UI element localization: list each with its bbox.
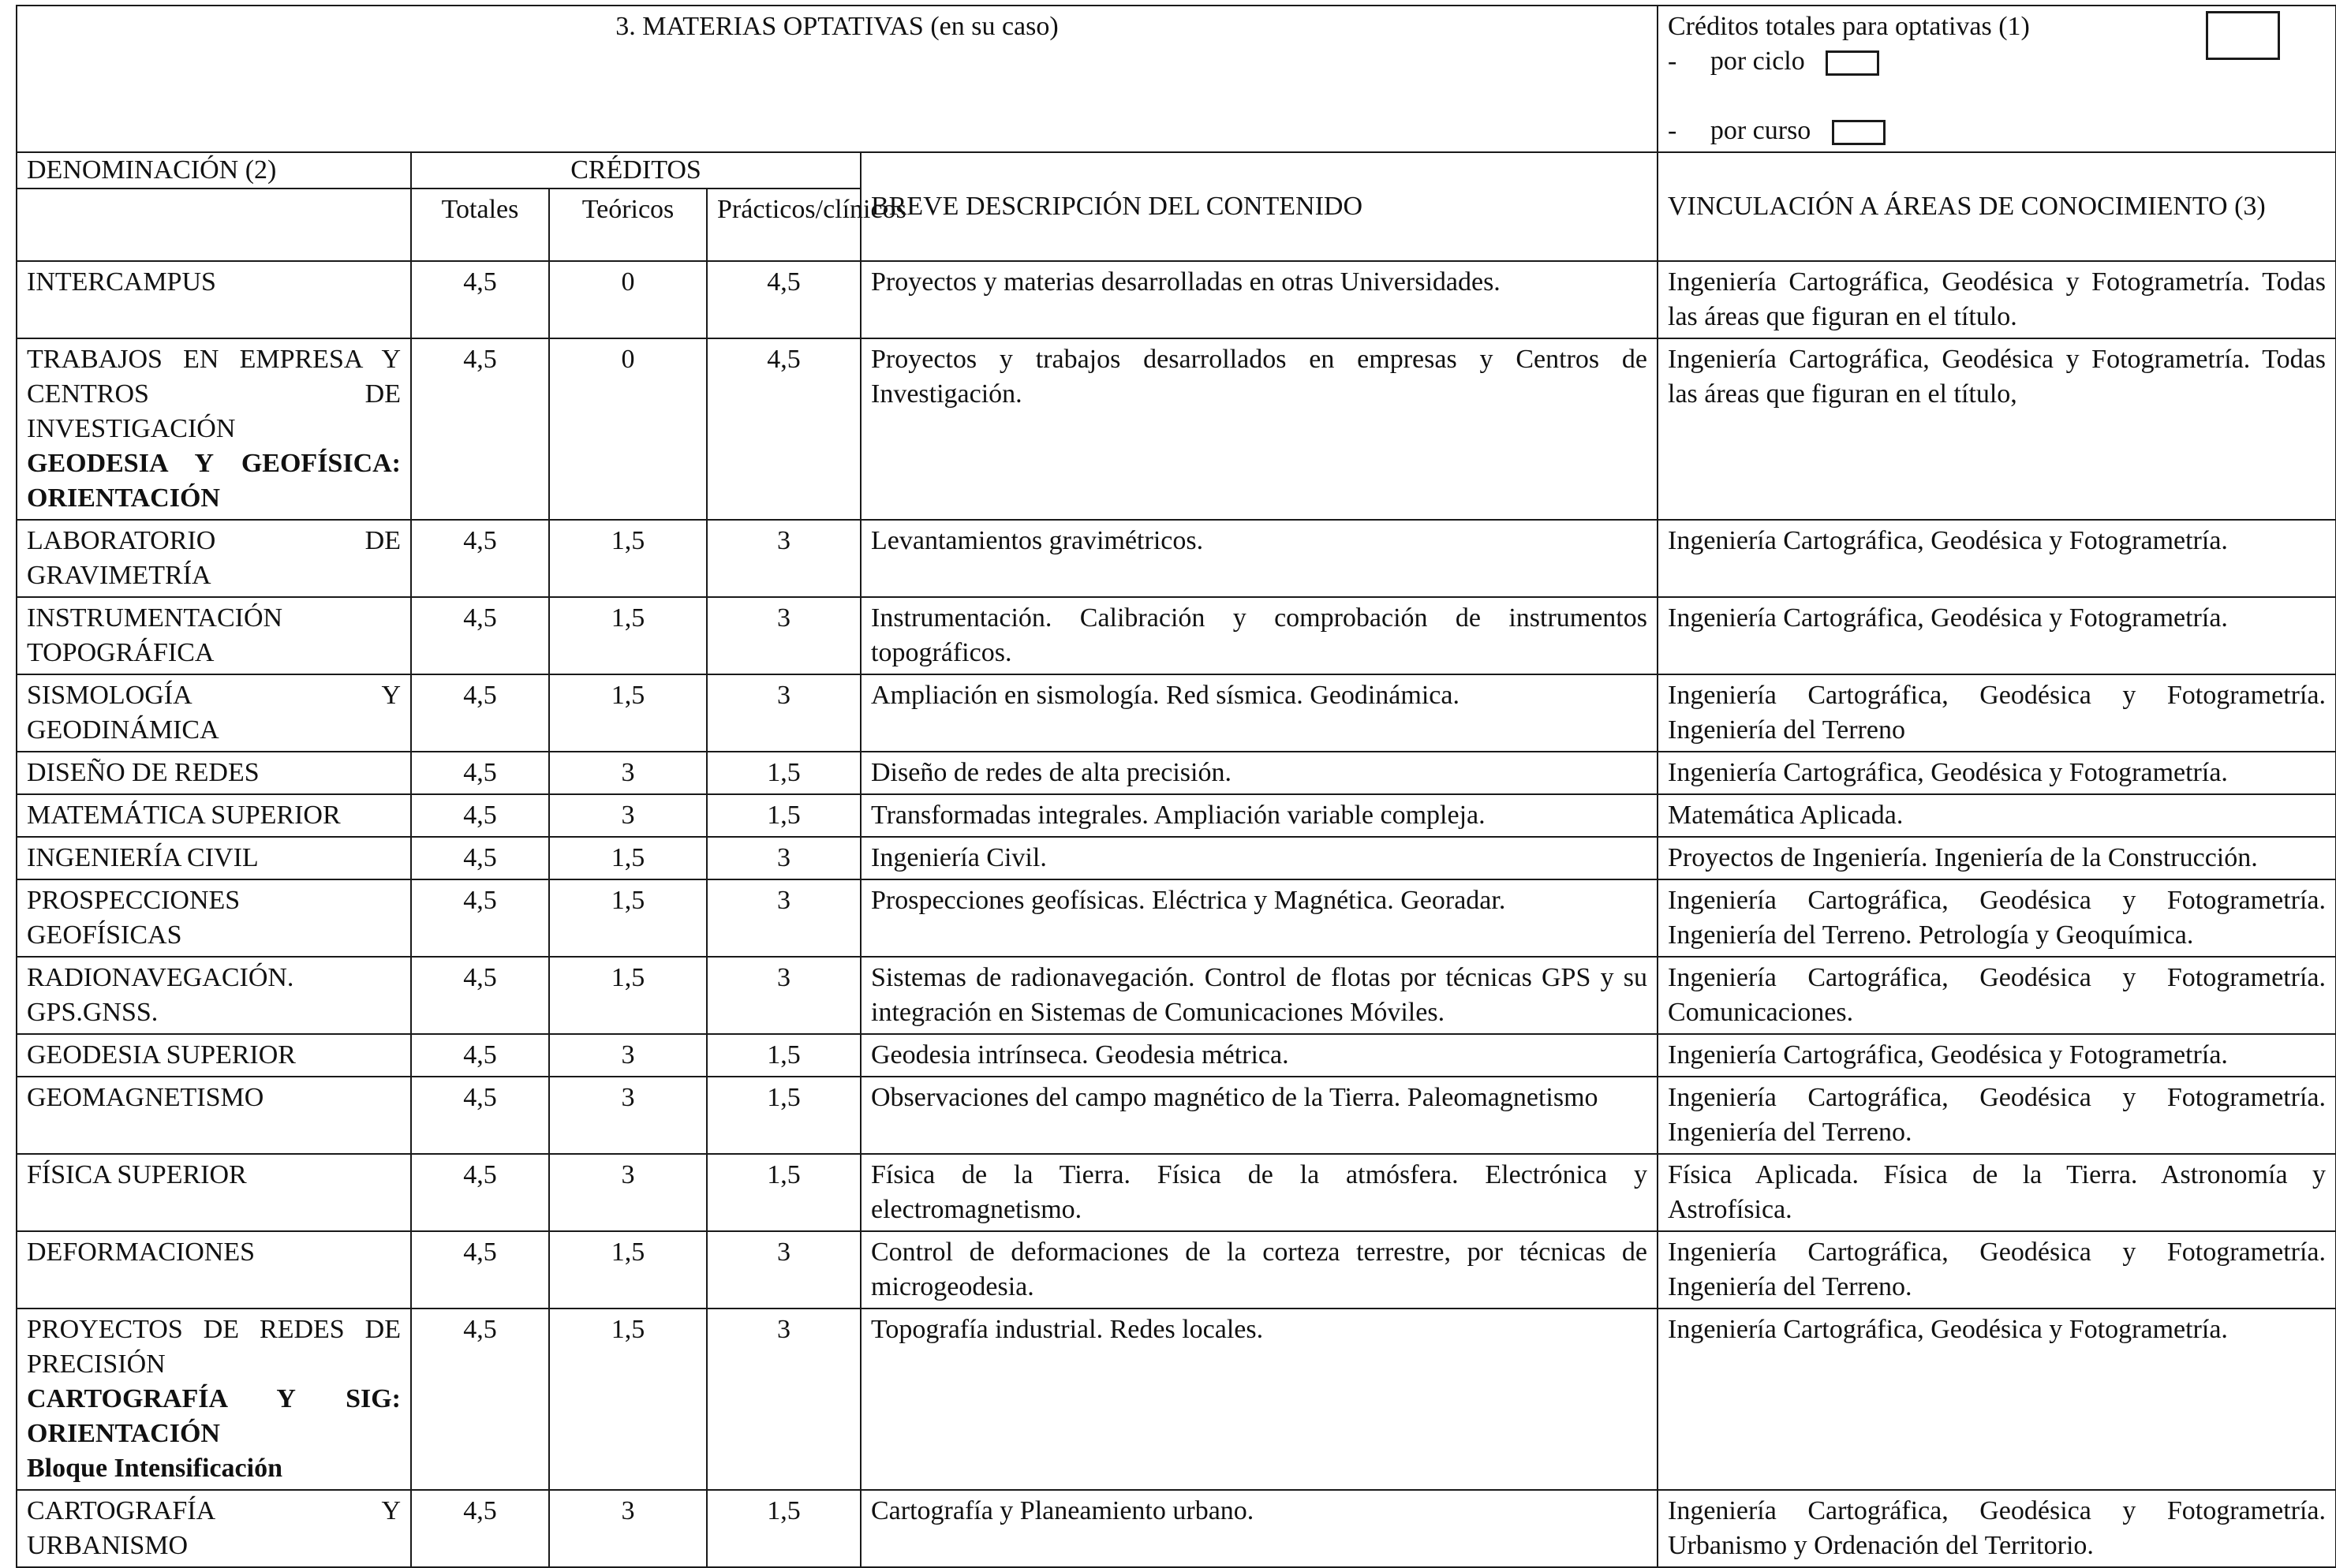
credits-theoretical-cell: 1,5 — [549, 674, 707, 752]
subject-name-cell — [17, 879, 411, 957]
subject-name-cell — [17, 1231, 411, 1309]
per-course-line: - por curso — [1668, 114, 2326, 148]
description-cell: Sistemas de radionavegación. Control de flotas por técnicas GPS y su integración en Sistemas de Comunicaciones Móviles. — [861, 957, 1658, 1034]
credits-theoretical-cell: 3 — [549, 1034, 707, 1077]
credits-practical-cell: 3 — [707, 957, 861, 1034]
table-row — [17, 1077, 2336, 1154]
credits-theoretical-cell: 3 — [549, 1154, 707, 1231]
credits-total-label: Créditos totales para optativas (1) — [1668, 12, 2030, 41]
subject-name-cell — [17, 957, 411, 1034]
credits-practical-cell: 4,5 — [707, 338, 861, 520]
credits-theoretical-cell: 3 — [549, 794, 707, 837]
credits-total-cell: 4,5 — [411, 752, 549, 794]
credits-practical-cell: 1,5 — [707, 1077, 861, 1154]
credits-total-cell: 4,5 — [411, 1490, 549, 1567]
col-header-areas: VINCULACIÓN A ÁREAS DE CONOCIMIENTO (3) — [1658, 152, 2336, 261]
credits-practical-cell: 4,5 — [707, 261, 861, 338]
knowledge-areas-cell: Ingeniería Cartográfica, Geodésica y Fotogrametría. Todas las áreas que figuran en el título, — [1658, 338, 2336, 520]
knowledge-areas-cell: Ingeniería Cartográfica, Geodésica y Fotogrametría. Ingeniería del Terreno. Petrología y Geoquímica. — [1658, 879, 2336, 957]
subject-name-cell — [17, 261, 411, 338]
table-row — [17, 837, 2336, 879]
subject-name: SISMOLOGÍA Y GEODINÁMICA — [27, 681, 401, 745]
subject-name-cell — [17, 1034, 411, 1077]
knowledge-areas-cell: Ingeniería Cartográfica, Geodésica y Fotogrametría. — [1658, 597, 2336, 674]
knowledge-areas-cell: Física Aplicada. Física de la Tierra. Astronomía y Astrofísica. — [1658, 1154, 2336, 1231]
knowledge-areas-cell: Ingeniería Cartográfica, Geodésica y Fotogrametría. Ingeniería del Terreno. — [1658, 1231, 2336, 1309]
description-cell: Ingeniería Civil. — [861, 837, 1658, 879]
credits-practical-cell: 3 — [707, 674, 861, 752]
block-subheading: Bloque Intensificación — [27, 1454, 282, 1483]
credits-theoretical-cell: 1,5 — [549, 520, 707, 597]
knowledge-areas-cell: Ingeniería Cartográfica, Geodésica y Fotogrametría. Urbanismo y Ordenación del Territorio. — [1658, 1490, 2336, 1567]
knowledge-areas-cell: Proyectos de Ingeniería. Ingeniería de la Construcción. — [1658, 837, 2336, 879]
knowledge-areas-cell: Ingeniería Cartográfica, Geodésica y Fotogrametría. — [1658, 1309, 2336, 1490]
per-cycle-label: por ciclo — [1710, 47, 1805, 76]
col-header-practical: Prácticos/clínicos — [707, 189, 861, 261]
description-cell: Proyectos y materias desarrolladas en otras Universidades. — [861, 261, 1658, 338]
credits-practical-cell: 1,5 — [707, 794, 861, 837]
subject-name: INGENIERÍA CIVIL — [27, 843, 259, 872]
credits-practical-cell: 1,5 — [707, 1490, 861, 1567]
credits-practical-cell: 1,5 — [707, 1034, 861, 1077]
subject-name: GEODESIA SUPERIOR — [27, 1040, 296, 1070]
credits-practical-cell: 3 — [707, 1309, 861, 1490]
description-cell: Transformadas integrales. Ampliación variable compleja. — [861, 794, 1658, 837]
credits-total-cell: 4,5 — [411, 837, 549, 879]
credits-total-cell: 4,5 — [411, 674, 549, 752]
subject-name: DISEÑO DE REDES — [27, 758, 260, 787]
description-cell: Topografía industrial. Redes locales. — [861, 1309, 1658, 1490]
credits-total-cell: 4,5 — [411, 1077, 549, 1154]
credits-total-cell: 4,5 — [411, 794, 549, 837]
table-row — [17, 1034, 2336, 1077]
credits-total-cell: 4,5 — [411, 1309, 549, 1490]
subject-name: FÍSICA SUPERIOR — [27, 1160, 247, 1189]
subject-name-cell — [17, 1154, 411, 1231]
description-cell: Levantamientos gravimétricos. — [861, 520, 1658, 597]
credits-total-cell: 4,5 — [411, 338, 549, 520]
subject-name: GEOMAGNETISMO — [27, 1083, 264, 1112]
subject-name-cell — [17, 597, 411, 674]
col-header-description: BREVE DESCRIPCIÓN DEL CONTENIDO — [861, 152, 1658, 261]
optional-subjects-table — [16, 5, 2336, 1568]
credits-practical-cell: 3 — [707, 520, 861, 597]
subjects-body — [17, 261, 2336, 1567]
subject-name: TRABAJOS EN EMPRESA Y CENTROS DE INVESTIGACIÓN — [27, 345, 401, 443]
table-row — [17, 794, 2336, 837]
credits-practical-cell: 3 — [707, 837, 861, 879]
credits-practical-cell: 1,5 — [707, 752, 861, 794]
credits-practical-cell: 1,5 — [707, 1154, 861, 1231]
per-course-box — [1832, 120, 1886, 145]
table-row — [17, 1309, 2336, 1490]
credits-theoretical-cell: 1,5 — [549, 957, 707, 1034]
document-page — [16, 5, 2335, 1560]
subject-name-cell — [17, 794, 411, 837]
description-cell: Control de deformaciones de la corteza terrestre, por técnicas de microgeodesia. — [861, 1231, 1658, 1309]
description-cell: Geodesia intrínseca. Geodesia métrica. — [861, 1034, 1658, 1077]
subject-name: PROSPECCIONES GEOFÍSICAS — [27, 886, 241, 950]
knowledge-areas-cell: Ingeniería Cartográfica, Geodésica y Fotogrametría. Comunicaciones. — [1658, 957, 2336, 1034]
description-cell: Física de la Tierra. Física de la atmósfera. Electrónica y electromagnetismo. — [861, 1154, 1658, 1231]
credits-total-cell: 4,5 — [411, 520, 549, 597]
subject-name-cell — [17, 1309, 411, 1490]
section-title-cell — [17, 6, 1658, 152]
subject-name: LABORATORIO DE GRAVIMETRÍA — [27, 526, 401, 590]
subject-name-cell — [17, 752, 411, 794]
credits-total-box — [2206, 11, 2280, 60]
col-header-name: DENOMINACIÓN (2) — [17, 152, 411, 189]
credits-theoretical-cell: 1,5 — [549, 1309, 707, 1490]
per-cycle-box — [1826, 50, 1879, 76]
knowledge-areas-cell: Ingeniería Cartográfica, Geodésica y Fotogrametría. Ingeniería del Terreno. — [1658, 1077, 2336, 1154]
subject-name-cell — [17, 1077, 411, 1154]
credits-theoretical-cell: 3 — [549, 1077, 707, 1154]
table-row — [17, 261, 2336, 338]
subject-name-cell — [17, 674, 411, 752]
credits-total-cell: 4,5 — [411, 261, 549, 338]
block-heading: GEODESIA Y GEOFÍSICA: ORIENTACIÓN — [27, 449, 401, 513]
section-title: 3. MATERIAS OPTATIVAS (en su caso) — [615, 12, 1059, 41]
per-cycle-line: - por ciclo — [1668, 44, 2326, 79]
subject-name: CARTOGRAFÍA Y URBANISMO — [27, 1496, 401, 1560]
credits-practical-cell: 3 — [707, 879, 861, 957]
knowledge-areas-cell: Ingeniería Cartográfica, Geodésica y Fotogrametría. — [1658, 520, 2336, 597]
credits-total-cell: 4,5 — [411, 1231, 549, 1309]
credits-theoretical-cell: 1,5 — [549, 597, 707, 674]
credits-theoretical-cell: 1,5 — [549, 837, 707, 879]
subject-name: MATEMÁTICA SUPERIOR — [27, 801, 341, 830]
table-row — [17, 597, 2336, 674]
knowledge-areas-cell: Ingeniería Cartográfica, Geodésica y Fotogrametría. — [1658, 752, 2336, 794]
table-row — [17, 752, 2336, 794]
subject-name-cell — [17, 837, 411, 879]
description-cell: Observaciones del campo magnético de la Tierra. Paleomagnetismo — [861, 1077, 1658, 1154]
credits-theoretical-cell: 1,5 — [549, 879, 707, 957]
credits-theoretical-cell: 3 — [549, 752, 707, 794]
table-row — [17, 1231, 2336, 1309]
description-cell: Prospecciones geofísicas. Eléctrica y Magnética. Georadar. — [861, 879, 1658, 957]
knowledge-areas-cell: Ingeniería Cartográfica, Geodésica y Fotogrametría. — [1658, 1034, 2336, 1077]
credits-summary-cell — [1658, 6, 2336, 152]
credits-theoretical-cell: 0 — [549, 261, 707, 338]
credits-total-cell: 4,5 — [411, 879, 549, 957]
credits-total-cell: 4,5 — [411, 597, 549, 674]
table-row — [17, 1490, 2336, 1567]
subject-name: PROYECTOS DE REDES DE PRECISIÓN — [27, 1315, 401, 1379]
table-row — [17, 520, 2336, 597]
credits-total-cell: 4,5 — [411, 1154, 549, 1231]
description-cell: Instrumentación. Calibración y comprobación de instrumentos topográficos. — [861, 597, 1658, 674]
subject-name: DEFORMACIONES — [27, 1238, 256, 1267]
knowledge-areas-cell: Ingeniería Cartográfica, Geodésica y Fotogrametría. Todas las áreas que figuran en el título. — [1658, 261, 2336, 338]
subject-name-cell — [17, 338, 411, 520]
table-row — [17, 957, 2336, 1034]
block-heading: CARTOGRAFÍA Y SIG: ORIENTACIÓN — [27, 1384, 401, 1448]
description-cell: Proyectos y trabajos desarrollados en empresas y Centros de Investigación. — [861, 338, 1658, 520]
col-header-totals: Totales — [411, 189, 549, 261]
credits-practical-cell: 3 — [707, 1231, 861, 1309]
description-cell: Cartografía y Planeamiento urbano. — [861, 1490, 1658, 1567]
table-row — [17, 338, 2336, 520]
credits-theoretical-cell: 1,5 — [549, 1231, 707, 1309]
subject-name: INSTRUMENTACIÓN TOPOGRÁFICA — [27, 603, 283, 667]
credits-total-cell: 4,5 — [411, 957, 549, 1034]
credits-theoretical-cell: 0 — [549, 338, 707, 520]
credits-total-cell: 4,5 — [411, 1034, 549, 1077]
description-cell: Diseño de redes de alta precisión. — [861, 752, 1658, 794]
table-row — [17, 879, 2336, 957]
credits-practical-cell: 3 — [707, 597, 861, 674]
col-header-credits: CRÉDITOS — [411, 152, 861, 189]
subject-name: INTERCAMPUS — [27, 267, 216, 297]
description-cell: Ampliación en sismología. Red sísmica. Geodinámica. — [861, 674, 1658, 752]
subject-name: RADIONAVEGACIÓN. GPS.GNSS. — [27, 963, 294, 1027]
col-header-theoretical: Teóricos — [549, 189, 707, 261]
knowledge-areas-cell: Ingeniería Cartográfica, Geodésica y Fotogrametría. Ingeniería del Terreno — [1658, 674, 2336, 752]
credits-theoretical-cell: 3 — [549, 1490, 707, 1567]
table-row — [17, 1154, 2336, 1231]
table-row — [17, 674, 2336, 752]
subject-name-cell — [17, 520, 411, 597]
subject-name-cell — [17, 1490, 411, 1567]
per-course-label: por curso — [1710, 116, 1811, 145]
knowledge-areas-cell: Matemática Aplicada. — [1658, 794, 2336, 837]
